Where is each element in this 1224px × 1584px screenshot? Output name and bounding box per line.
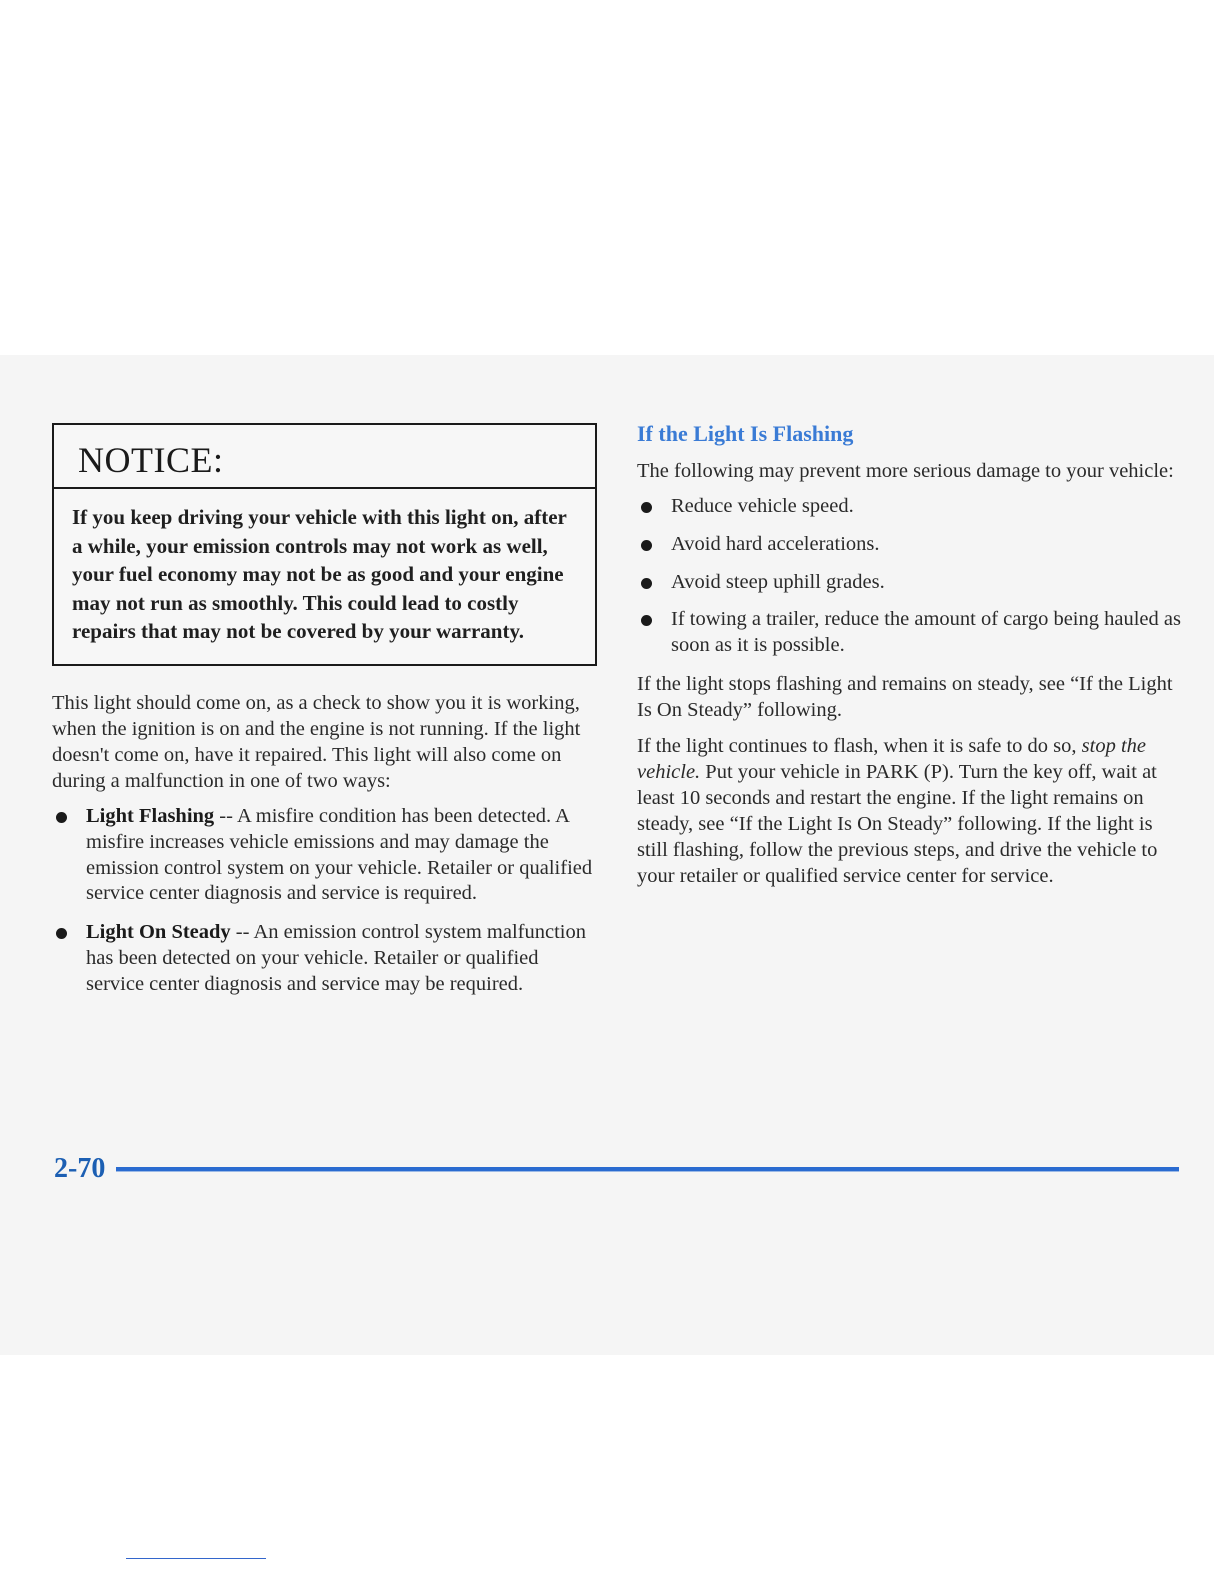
bullet-icon bbox=[56, 812, 67, 823]
term-description: -- An emission control system malfunction has been detected on your vehicle. Retailer or qualified service center diagnosis and service may be required. bbox=[86, 921, 586, 995]
page-number: 2-70 bbox=[54, 1153, 106, 1184]
notice-box bbox=[52, 423, 597, 666]
left-column bbox=[52, 423, 597, 1011]
page-footer bbox=[54, 1153, 1179, 1189]
term-light-flashing: Light Flashing bbox=[86, 804, 215, 827]
bullet-icon bbox=[641, 578, 652, 589]
bullet-icon bbox=[641, 615, 652, 626]
right-column bbox=[637, 420, 1182, 899]
section-heading: If the Light Is Flashing bbox=[637, 421, 854, 446]
list-item bbox=[637, 607, 1182, 659]
list-item-text: If towing a trailer, reduce the amount of cargo being hauled as soon as it is possible. bbox=[671, 608, 1181, 657]
indicator-description: This light should come on, as a check to show you it is working, when the ignition is on and the engine is not running. If the light doesn't come on, have it repaired. This light will also come on during a malfunction in one of two ways: bbox=[52, 691, 581, 792]
prevention-list bbox=[637, 494, 1182, 659]
notice-title: NOTICE: bbox=[54, 425, 595, 489]
flash-paragraph-end: Put your vehicle in PARK (P). Turn the key off, wait at least 10 seconds and restart the engine. If the light remains on steady, see “If the Light Is On Steady” following. If the light is still flashing, follow the previous steps, and drive the vehicle to your retailer or qualified service center for service. bbox=[637, 760, 1158, 887]
flash-paragraph bbox=[637, 733, 1182, 889]
list-item bbox=[637, 532, 1182, 558]
footer-rule bbox=[116, 1167, 1179, 1172]
list-item bbox=[637, 494, 1182, 520]
flash-paragraph-start: If the light continues to flash, when it is safe to do so, bbox=[637, 734, 1082, 757]
stop-vehicle-emphasis: stop the vehicle. bbox=[637, 734, 1147, 783]
bullet-icon bbox=[641, 502, 652, 513]
steady-paragraph: If the light stops flashing and remains on steady, see “If the Light Is On Steady” following. bbox=[637, 672, 1173, 721]
list-item-text: Reduce vehicle speed. bbox=[671, 495, 854, 517]
bottom-underline bbox=[126, 1558, 266, 1559]
list-item bbox=[637, 570, 1182, 596]
bullet-icon bbox=[56, 928, 67, 939]
malfunction-list bbox=[52, 804, 597, 998]
bullet-icon bbox=[641, 540, 652, 551]
notice-body: If you keep driving your vehicle with this light on, after a while, your emission controls may not work as well, your fuel economy may not be as good and your engine may not run as smoothly. This could lead to costly repairs that may not be covered by your warranty. bbox=[72, 505, 567, 644]
section-intro: The following may prevent more serious damage to your vehicle: bbox=[637, 460, 1174, 482]
term-description: -- A misfire condition has been detected. A misfire increases vehicle emissions and may damage the emission control system on your vehicle. Retailer or qualified service center diagnosis and service is required. bbox=[86, 804, 593, 905]
list-item bbox=[52, 804, 597, 907]
list-item-text: Avoid steep uphill grades. bbox=[671, 570, 885, 593]
list-item bbox=[52, 920, 597, 997]
term-light-on-steady: Light On Steady bbox=[86, 921, 231, 944]
list-item-text: Avoid hard accelerations. bbox=[671, 532, 880, 555]
